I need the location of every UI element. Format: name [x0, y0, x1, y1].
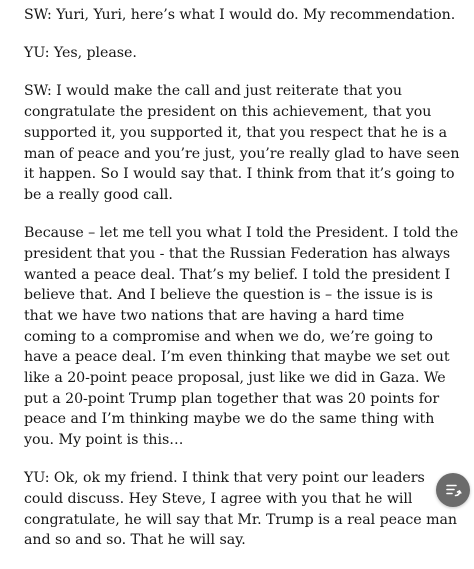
transcript-paragraph: SW: I would make the call and just reiterate that you congratulate the president on this achievement, that you supported it, you supported it, that you respect that he is a man of peace and you’re just, you’re really glad to have seen it happen. So I would say that. I think from that it’s going to be a really good call. [24, 83, 460, 203]
transcript-body [24, 5, 460, 569]
transcript-paragraph: YU: Ok, ok my friend. I think that very point our leaders could discuss. Hey Steve, I agree with you that he will congratulate, he will say that Mr. Trump is a real peace man and so and so. That he will say. [24, 470, 457, 549]
transcript-paragraph: Because – let me tell you what I told the President. I told the president that you - that the Russian Federation has always wanted a peace deal. That’s my belief. I told the president I believe that. And I believe the question is – the issue is is that we have two nations that are having a hard time coming to a compromise and when we do, we’re going to have a peace deal. I’m even thinking that maybe we set out like a 20-point peace proposal, just like we did in Gaza. We put a 20-point Trump plan together that was 20 points for peace and I’m thinking maybe we do the same thing with you. My point is this… [24, 225, 459, 449]
transcript-paragraph: YU: Yes, please. [24, 45, 137, 62]
transcript-paragraph: SW: Yuri, Yuri, here’s what I would do. My recommendation. [24, 7, 456, 23]
reader-mode-button[interactable] [436, 473, 470, 507]
reader-mode-icon [443, 480, 463, 500]
